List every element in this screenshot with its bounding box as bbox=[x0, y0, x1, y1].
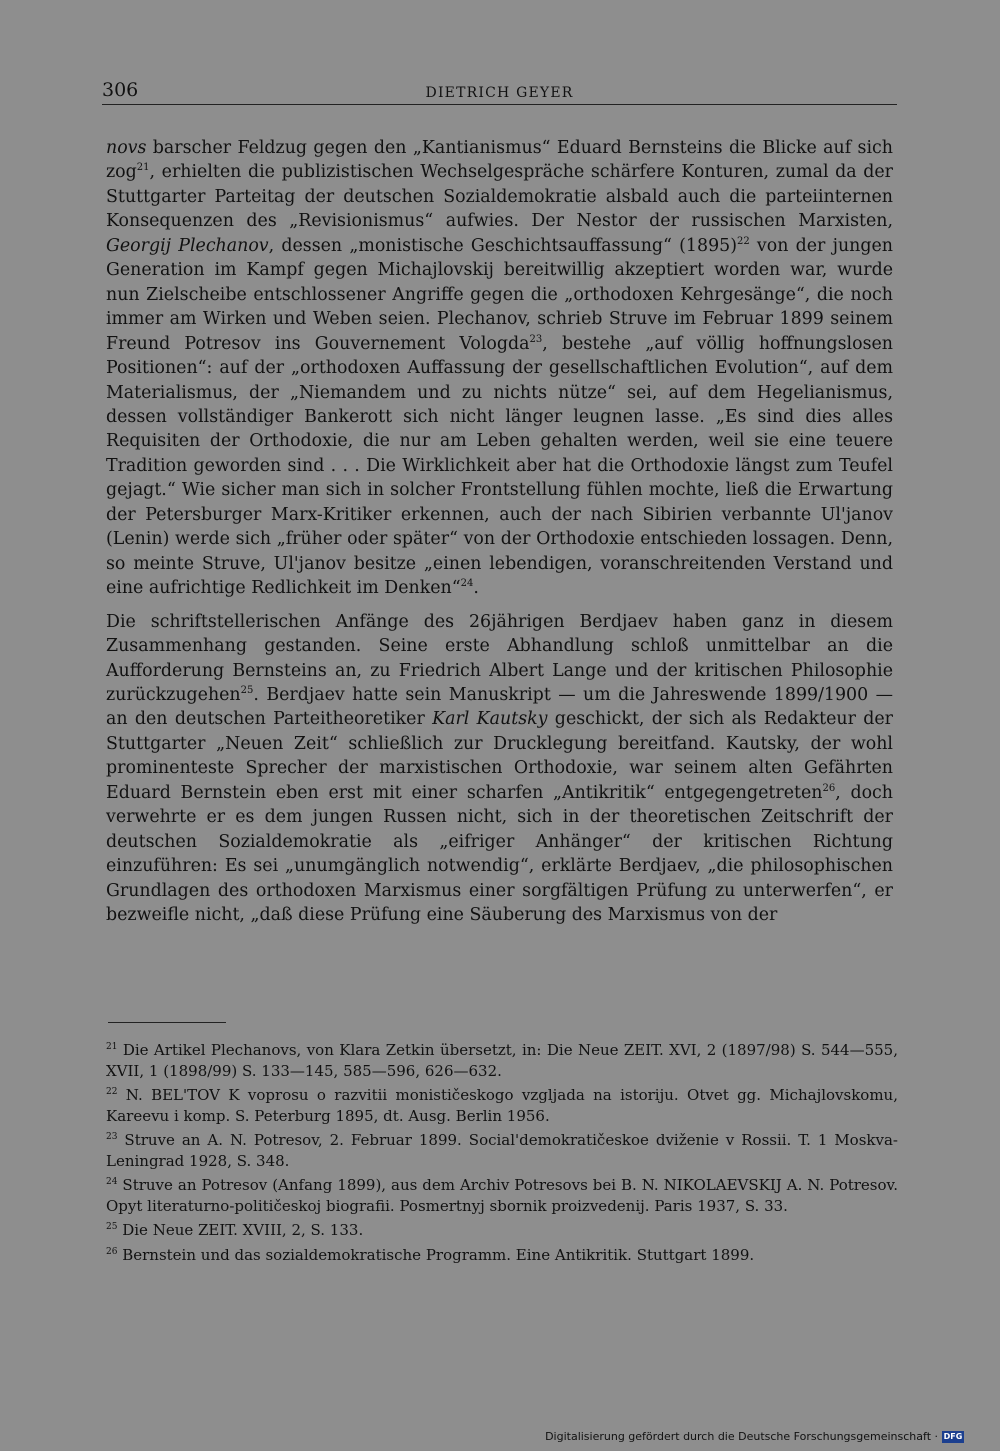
footnote-text: Bernstein und das sozialdemokratische Programm. Eine Antikritik. Stuttgart 1899. bbox=[117, 1245, 755, 1264]
footnote-text: Die Artikel Plechanovs, von Klara Zetkin übersetzt, in: Die Neue ZEIT. XVI, 2 (1897/98) S. 544—555, XVII, 1 (1898/99) S. 133—145, 585—596, 626—632. bbox=[106, 1041, 898, 1080]
digitization-text: Digitalisierung gefördert durch die Deutsche Forschungsgemeinschaft · bbox=[545, 1430, 938, 1443]
page-number: 306 bbox=[102, 79, 139, 101]
footnote bbox=[106, 1220, 898, 1241]
footnote-ref-23[interactable]: 23 bbox=[529, 333, 543, 345]
footnote-number: 23 bbox=[106, 1132, 118, 1142]
footnote bbox=[106, 1175, 898, 1216]
footnote-divider bbox=[108, 1022, 226, 1023]
running-head: DIETRICH GEYER bbox=[425, 85, 574, 101]
person-name: Georgij Plechanov bbox=[106, 235, 269, 256]
text-run: , doch verwehrte er es dem jungen Russen nicht, sich in der theoretischen Zeitschrift der deutschen Sozialdemokratie als „eifriger Anhänger“ der kritischen Richtung einzuführen: Es sei „unumgänglich notwendig“, erklärte Berdjaev, „die philosophischen Grundlagen des orthodoxen Marxismus einer sorgfältigen Prüfung zu unterwerfen“, er bezweifle nicht, „daß diese Prüfung eine Säuberung des Marxismus von der bbox=[106, 782, 893, 926]
body-text bbox=[106, 136, 893, 928]
footnote-ref-24[interactable]: 24 bbox=[460, 578, 474, 590]
footnote-text: N. BEL'TOV K voprosu o razvitii monističeskogo vzgljada na istoriju. Otvet gg. Michajlovskomu, Kareevu i komp. S. Peterburg 1895, dt. Ausg. Berlin 1956. bbox=[106, 1086, 898, 1125]
footnote-number: 22 bbox=[106, 1087, 118, 1097]
text-run: novs bbox=[106, 138, 147, 158]
footnote-number: 25 bbox=[106, 1222, 118, 1232]
text-run: barscher Feldzug gegen den „Kantianismus“ Eduard Bernsteins die Blicke auf sich zog bbox=[106, 138, 893, 183]
footnotes bbox=[106, 1040, 898, 1269]
dfg-logo-icon: DFG bbox=[943, 1431, 963, 1441]
footnote-text: Struve an A. N. Potresov, 2. Februar 1899. Social'demokratičeskoe dviženie v Rossii. T. 1 Moskva-Leningrad 1928, S. 348. bbox=[106, 1131, 898, 1170]
page-header bbox=[102, 80, 897, 105]
footnote-number: 24 bbox=[106, 1177, 118, 1187]
footnote-ref-21[interactable]: 21 bbox=[136, 162, 150, 174]
text-run: von der jungen Generation im Kampf gegen Michajlovskij bereitwillig akzeptiert worden war, wurde nun Zielscheibe entschlossener Angriffe gegen die „orthodoxen Kehrgesänge“, die noch immer am Wirken und Weben seien. Plechanov, schrieb Struve im Februar 1899 seinem Freund Potresov ins Gouvernement Vologda bbox=[106, 235, 893, 354]
footnote-number: 21 bbox=[106, 1042, 118, 1052]
footnote-ref-25[interactable]: 25 bbox=[240, 685, 254, 697]
footnote-ref-26[interactable]: 26 bbox=[822, 782, 836, 794]
text-run: . bbox=[473, 578, 479, 599]
footnote-ref-22[interactable]: 22 bbox=[736, 236, 750, 248]
person-name: Karl Kautsky bbox=[432, 709, 548, 730]
text-run: , dessen „monistische Geschichtsauffassung“ (1895) bbox=[268, 235, 737, 256]
footnote-text: Struve an Potresov (Anfang 1899), aus dem Archiv Potresovs bei B. N. NIKOLAEVSKIJ A. N. Potresov. Opyt literaturno-političeskoj biografii. Posmertnyj sbornik proizvedenij. Paris 1937, S. 33. bbox=[106, 1176, 898, 1215]
text-run: Die schriftstellerischen Anfänge des 26jährigen Berdjaev haben ganz in diesem Zusammenhang gestanden. Seine erste Abhandlung schloß unmittelbar an die Aufforderung Bernsteins an, zu Friedrich Albert Lange und der kritischen Philosophie zurückzugehen bbox=[106, 611, 893, 705]
footnote bbox=[106, 1130, 898, 1171]
text-run: . Berdjaev hatte sein Manuskript — um die Jahreswende 1899/1900 — an den deutschen Parteitheoretiker bbox=[106, 684, 893, 730]
footnote bbox=[106, 1245, 898, 1266]
paragraph-2 bbox=[106, 610, 893, 928]
digitization-credit bbox=[545, 1430, 964, 1443]
text-run: , bestehe „auf völlig hoffnungslosen Positionen“: auf der „orthodoxen Auffassung der gesellschaftlichen Evolution“, auf dem Materialismus, der „Niemandem und zu nichts nütze“ sei, auf dem Hegelianismus, dessen vollständiger Bankerott sich nicht länger leugnen lasse. „Es sind dies alles Requisiten der Orthodoxie, die nur am Leben gehalten werden, weil sie eine teuere Tradition geworden sind . . . Die Wirklichkeit aber hat die Orthodoxie längst zum Teufel gejagt.“ Wie sicher man sich in solcher Frontstellung fühlen mochte, ließ die Erwartung der Petersburger Marx-Kritiker erkennen, auch der nach Sibirien verbannte Ul'janov (Lenin) werde sich „früher oder später“ von der Orthodoxie entschieden lossagen. Denn, so meinte Struve, Ul'janov besitze „einen lebendigen, voranschreitenden Verstand und eine aufrichtige Redlichkeit im Denken“ bbox=[106, 333, 893, 599]
footnote bbox=[106, 1085, 898, 1126]
text-run: , erhielten die publizistischen Wechselgespräche schärfere Konturen, zumal da der Stuttgarter Parteitag der deutschen Sozialdemokratie alsbald auch die parteiinternen Konsequenzen des „Revisionismus“ aufwies. Der Nestor der russischen Marxisten, bbox=[106, 162, 893, 232]
footnote bbox=[106, 1040, 898, 1081]
text-run: geschickt, der sich als Redakteur der Stuttgarter „Neuen Zeit“ schließlich zur Drucklegung bereitfand. Kautsky, der wohl prominenteste Sprecher der marxistischen Orthodoxie, war seinem alten Gefährten Eduard Bernstein eben erst mit einer scharfen „Antikritik“ entgegengetreten bbox=[106, 709, 893, 803]
footnote-number: 26 bbox=[106, 1246, 118, 1257]
paragraph-1 bbox=[106, 136, 893, 601]
footnote-text: Die Neue ZEIT. XVIII, 2, S. 133. bbox=[117, 1221, 364, 1239]
